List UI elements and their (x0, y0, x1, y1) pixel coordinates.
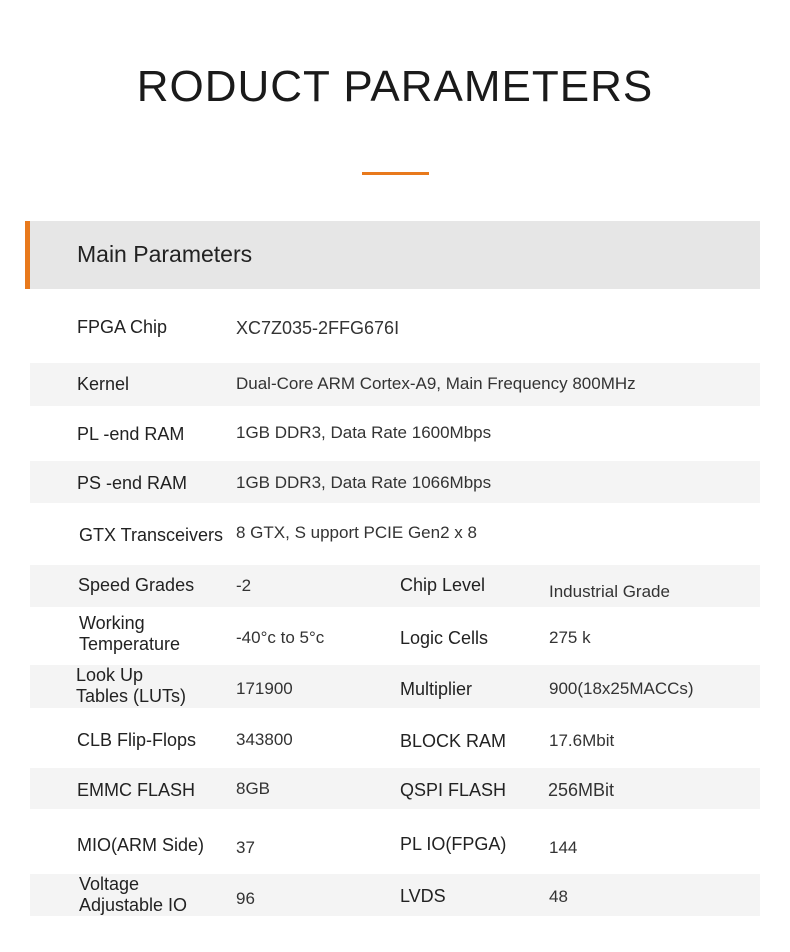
section-title: Main Parameters (77, 241, 253, 267)
param-row (30, 607, 760, 665)
param-value: 1GB DDR3, Data Rate 1600Mbps (236, 423, 492, 442)
param-row (30, 461, 760, 503)
param-label-2: Multiplier (400, 679, 473, 699)
param-value: 1GB DDR3, Data Rate 1066Mbps (236, 473, 492, 492)
param-label: GTX Transceivers (79, 525, 224, 545)
param-value-2: 17.6Mbit (549, 731, 615, 750)
param-row (30, 665, 760, 708)
param-label-2: PL IO(FPGA) (400, 834, 507, 854)
param-row (30, 874, 760, 916)
param-value: -40°c to 5°c (236, 628, 325, 647)
param-label-2: QSPI FLASH (400, 780, 507, 800)
param-label-2: BLOCK RAM (400, 731, 507, 751)
param-label: PS -end RAM (77, 473, 188, 493)
param-value: 8 GTX, S upport PCIE Gen2 x 8 (236, 523, 477, 542)
title-underline (362, 172, 429, 175)
param-label: FPGA Chip (77, 317, 168, 337)
param-row (30, 565, 760, 607)
param-value: Dual-Core ARM Cortex-A9, Main Frequency 800MHz (236, 374, 636, 393)
param-value: 8GB (236, 779, 271, 798)
param-label: Voltage Adjustable IO (79, 874, 188, 915)
page-title: RODUCT PARAMETERS (136, 62, 654, 111)
param-value-2: 900(18x25MACCs) (549, 679, 694, 698)
param-label: EMMC FLASH (77, 780, 196, 800)
param-row (30, 708, 760, 768)
param-row (30, 406, 760, 461)
param-label: Kernel (77, 374, 130, 394)
param-label: MIO(ARM Side) (77, 835, 205, 855)
section-accent-bar (25, 221, 30, 289)
param-label: CLB Flip-Flops (77, 730, 197, 750)
param-row (30, 363, 760, 406)
param-value: XC7Z035-2FFG676I (236, 318, 400, 338)
param-label-2: Logic Cells (400, 628, 489, 648)
param-value-2: 275 k (549, 628, 591, 647)
param-value-2: 48 (549, 887, 568, 906)
param-label-2: Chip Level (400, 575, 486, 595)
param-value: 343800 (236, 730, 293, 749)
param-row (30, 289, 760, 363)
param-value: -2 (236, 576, 252, 595)
param-row (30, 503, 760, 565)
param-label: Look Up Tables (LUTs) (76, 665, 187, 706)
param-value: 96 (236, 889, 255, 908)
param-value-2: Industrial Grade (549, 582, 670, 601)
param-row (30, 768, 760, 809)
param-label: Speed Grades (78, 575, 195, 595)
param-value: 37 (236, 838, 255, 857)
param-label-2: LVDS (400, 886, 446, 906)
param-label: Working Temperature (79, 613, 181, 654)
param-value-2: 144 (549, 838, 578, 857)
param-value: 171900 (236, 679, 293, 698)
param-row (30, 809, 760, 874)
param-label: PL -end RAM (77, 424, 185, 444)
param-value-2: 256MBit (548, 780, 615, 800)
